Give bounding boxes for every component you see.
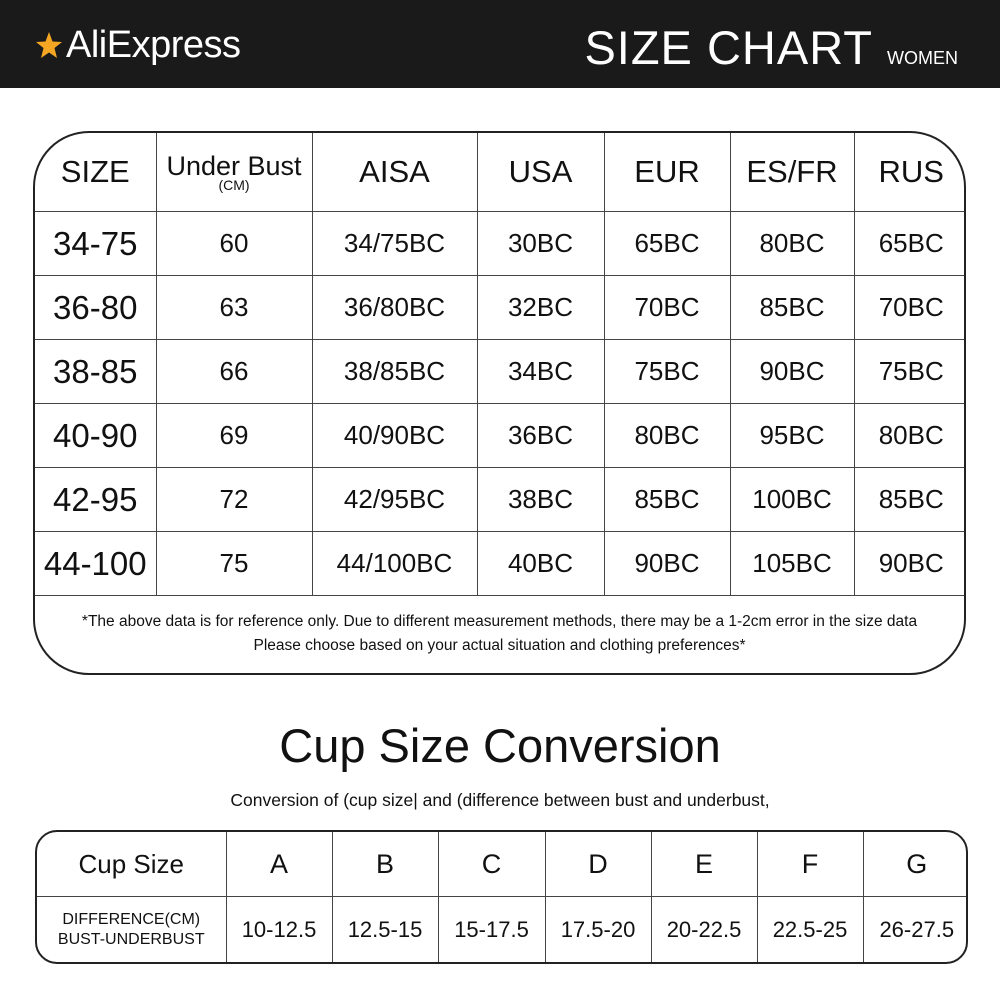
table-cell: 80BC <box>604 404 730 468</box>
cup-header-row <box>37 832 968 897</box>
aliexpress-logo[interactable] <box>34 20 241 70</box>
header-cell: Under Bust (CM) <box>156 133 312 212</box>
table-cell: 34/75BC <box>312 212 477 276</box>
header-cell: RUS <box>854 133 966 212</box>
page-subtitle: WOMEN <box>887 48 958 68</box>
size-cell: 36-80 <box>35 276 156 340</box>
cup-size-cell: A <box>226 832 332 897</box>
cup-table <box>37 832 968 962</box>
table-cell: 90BC <box>854 532 966 596</box>
cup-range-cell: 22.5-25 <box>757 897 863 963</box>
cup-size-cell: G <box>863 832 968 897</box>
table-cell: 65BC <box>854 212 966 276</box>
table-cell: 75 <box>156 532 312 596</box>
table-cell: 66 <box>156 340 312 404</box>
cup-range-cell: 20-22.5 <box>651 897 757 963</box>
table-cell: 105BC <box>730 532 854 596</box>
size-table-header-row <box>35 133 966 212</box>
header-cell: EUR <box>604 133 730 212</box>
table-cell: 38BC <box>477 468 604 532</box>
cup-size-cell: E <box>651 832 757 897</box>
disclaimer-note: *The above data is for reference only. Due to different measurement methods, there may be a 1-2cm error in the size data Please choose based on your actual situation and clothing preferences* <box>81 613 918 654</box>
table-cell: 70BC <box>854 276 966 340</box>
table-cell: 70BC <box>604 276 730 340</box>
cup-range-cell: 17.5-20 <box>545 897 651 963</box>
table-cell: 69 <box>156 404 312 468</box>
page-title: SIZE CHART <box>584 21 873 74</box>
size-table <box>35 133 966 596</box>
table-cell: 44/100BC <box>312 532 477 596</box>
star-logo-icon <box>34 30 64 60</box>
header-cell: USA <box>477 133 604 212</box>
cup-range-cell: 10-12.5 <box>226 897 332 963</box>
header-cell: SIZE <box>35 133 156 212</box>
table-cell: 63 <box>156 276 312 340</box>
header-cell: ES/FR <box>730 133 854 212</box>
table-cell: 85BC <box>854 468 966 532</box>
cup-range-cell: 26-27.5 <box>863 897 968 963</box>
table-cell: 40/90BC <box>312 404 477 468</box>
table-cell: 34BC <box>477 340 604 404</box>
size-table-row <box>35 468 966 532</box>
table-cell: 90BC <box>604 532 730 596</box>
cup-range-cell: 15-17.5 <box>438 897 545 963</box>
table-cell: 38/85BC <box>312 340 477 404</box>
table-cell: 42/95BC <box>312 468 477 532</box>
cup-size-cell: D <box>545 832 651 897</box>
table-cell: 36BC <box>477 404 604 468</box>
title-group <box>584 20 958 75</box>
size-table-box <box>33 131 966 675</box>
cup-size-cell: C <box>438 832 545 897</box>
size-cell: 34-75 <box>35 212 156 276</box>
table-cell: 65BC <box>604 212 730 276</box>
header-cell: AISA <box>312 133 477 212</box>
table-cell: 32BC <box>477 276 604 340</box>
size-cell: 44-100 <box>35 532 156 596</box>
size-table-row <box>35 532 966 596</box>
table-cell: 85BC <box>730 276 854 340</box>
table-cell: 72 <box>156 468 312 532</box>
size-table-row <box>35 276 966 340</box>
cup-table-box <box>35 830 968 964</box>
table-cell: 75BC <box>854 340 966 404</box>
table-cell: 100BC <box>730 468 854 532</box>
cup-section-title: Cup Size Conversion <box>279 719 721 772</box>
size-cell: 42-95 <box>35 468 156 532</box>
table-cell: 95BC <box>730 404 854 468</box>
table-cell: 36/80BC <box>312 276 477 340</box>
size-cell: 40-90 <box>35 404 156 468</box>
size-table-row <box>35 404 966 468</box>
table-cell: 80BC <box>730 212 854 276</box>
cup-section-subtitle: Conversion of (cup size| and (difference between bust and underbust, <box>230 790 770 810</box>
cup-range-row <box>37 897 968 963</box>
size-cell: 38-85 <box>35 340 156 404</box>
size-table-row <box>35 212 966 276</box>
table-cell: 60 <box>156 212 312 276</box>
table-cell: 30BC <box>477 212 604 276</box>
table-cell: 80BC <box>854 404 966 468</box>
table-cell: 40BC <box>477 532 604 596</box>
table-cell: 75BC <box>604 340 730 404</box>
table-cell: 90BC <box>730 340 854 404</box>
table-cell: 85BC <box>604 468 730 532</box>
cup-size-cell: B <box>332 832 438 897</box>
header-bar <box>0 0 1000 88</box>
size-table-row <box>35 340 966 404</box>
cup-size-cell: F <box>757 832 863 897</box>
cup-range-cell: 12.5-15 <box>332 897 438 963</box>
cup-header-label: Cup Size <box>37 832 226 897</box>
logo-text: AliExpress <box>66 23 241 66</box>
cup-row-label: DIFFERENCE(CM) BUST-UNDERBUST <box>37 897 226 963</box>
